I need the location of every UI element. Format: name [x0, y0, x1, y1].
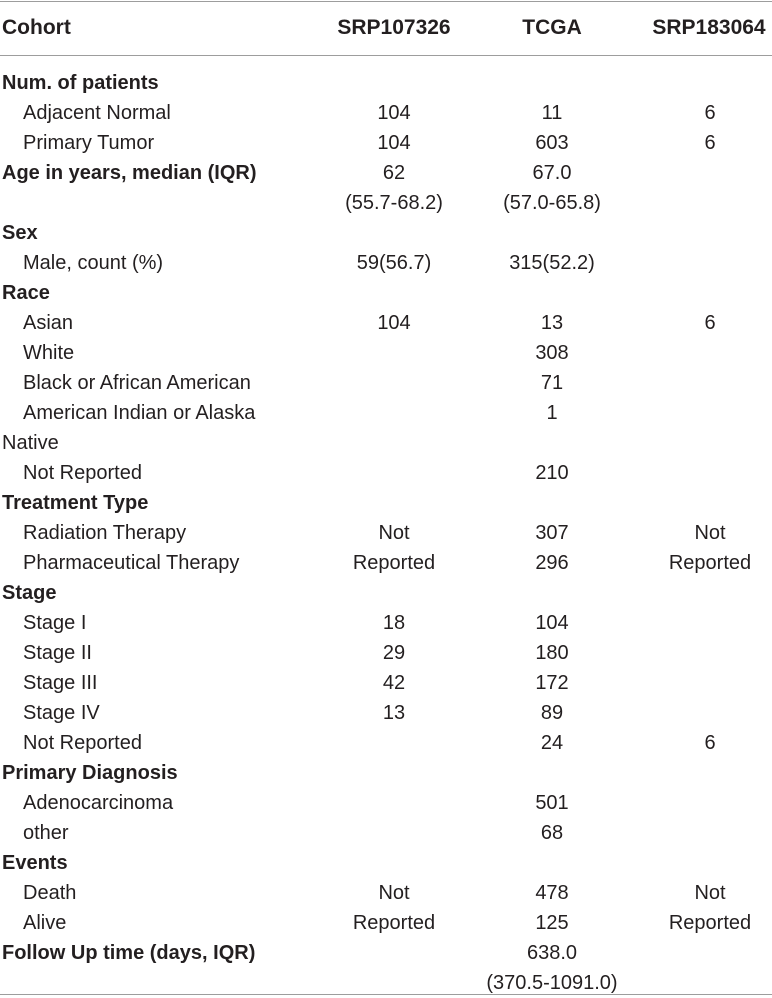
srp183064-cell: Reported	[668, 552, 752, 574]
row-label: Stage I	[23, 612, 87, 634]
row-label: Not Reported	[23, 462, 142, 484]
table-header	[0, 0, 772, 56]
table-row	[0, 188, 772, 218]
tcga-cell: 71	[540, 372, 564, 394]
row-label: Alive	[23, 912, 67, 934]
table-row	[0, 548, 772, 578]
tcga-cell: 296	[535, 552, 569, 574]
tcga-cell: 104	[535, 612, 569, 634]
section-row	[0, 848, 772, 878]
section-label: Stage	[2, 582, 57, 604]
table-row	[0, 338, 772, 368]
srp183064-cell: 6	[704, 102, 716, 124]
table-row	[0, 398, 772, 428]
table-row	[0, 458, 772, 488]
table-row	[0, 368, 772, 398]
table-row	[0, 788, 772, 818]
row-label: Radiation Therapy	[23, 522, 187, 544]
table-row	[0, 908, 772, 938]
table-row	[0, 518, 772, 548]
table-row	[0, 818, 772, 848]
tcga-cell: 67.0	[532, 162, 572, 184]
srp107326-cell: 62	[382, 162, 406, 184]
table-row	[0, 428, 772, 458]
tcga-cell: 478	[535, 882, 569, 904]
table-row	[0, 698, 772, 728]
tcga-cell: 68	[540, 822, 564, 844]
srp107326-cell: 13	[382, 702, 406, 724]
tcga-cell: 125	[535, 912, 569, 934]
srp107326-cell: 29	[382, 642, 406, 664]
tcga-cell: 180	[535, 642, 569, 664]
table-body	[0, 68, 772, 998]
section-row	[0, 218, 772, 248]
srp107326-cell: 104	[377, 132, 411, 154]
tcga-cell: 1	[546, 402, 558, 424]
tcga-cell: 172	[535, 672, 569, 694]
srp107326-cell: Reported	[352, 912, 436, 934]
row-label: Adjacent Normal	[23, 102, 171, 124]
srp183064-cell: 6	[704, 312, 716, 334]
tcga-cell: 89	[540, 702, 564, 724]
srp183064-cell: 6	[704, 132, 716, 154]
row-label: Native	[2, 432, 59, 454]
tcga-cell: 13	[540, 312, 564, 334]
row-label: White	[23, 342, 75, 364]
header-srp183064: SRP183064	[652, 16, 766, 39]
srp183064-cell: 6	[704, 732, 716, 754]
section-row	[0, 158, 772, 188]
section-label: Age in years, median (IQR)	[2, 162, 257, 184]
table-row	[0, 308, 772, 338]
srp107326-cell: 59(56.7)	[356, 252, 432, 274]
tcga-cell: 210	[535, 462, 569, 484]
table-row	[0, 638, 772, 668]
table-row	[0, 608, 772, 638]
section-label: Sex	[2, 222, 38, 244]
row-label: Male, count (%)	[23, 252, 164, 274]
row-label: Adenocarcinoma	[23, 792, 174, 814]
table-row	[0, 668, 772, 698]
srp107326-cell: (55.7-68.2)	[345, 192, 443, 214]
table-row	[0, 728, 772, 758]
tcga-cell: 603	[535, 132, 569, 154]
srp107326-cell: 18	[382, 612, 406, 634]
section-label: Follow Up time (days, IQR)	[2, 942, 256, 964]
section-label: Events	[2, 852, 68, 874]
header-rule	[0, 55, 772, 56]
section-row	[0, 578, 772, 608]
row-label: Stage IV	[23, 702, 100, 724]
table-row	[0, 98, 772, 128]
tcga-cell: 24	[540, 732, 564, 754]
header-srp107326: SRP107326	[337, 16, 451, 39]
row-label: Death	[23, 882, 77, 904]
srp107326-cell: 104	[377, 312, 411, 334]
table-row	[0, 128, 772, 158]
srp107326-cell: Not	[378, 882, 410, 904]
row-label: Black or African American	[23, 372, 251, 394]
srp107326-cell: 104	[377, 102, 411, 124]
row-label: Stage III	[23, 672, 98, 694]
section-row	[0, 68, 772, 98]
srp107326-cell: 42	[382, 672, 406, 694]
srp107326-cell: Not	[378, 522, 410, 544]
srp183064-cell: Reported	[668, 912, 752, 934]
header-cohort: Cohort	[2, 16, 71, 39]
row-label: Asian	[23, 312, 74, 334]
srp183064-cell: Not	[694, 522, 726, 544]
bottom-rule	[0, 994, 772, 995]
row-label: Not Reported	[23, 732, 142, 754]
header-tcga: TCGA	[522, 16, 582, 39]
section-row	[0, 488, 772, 518]
section-row	[0, 938, 772, 968]
row-label: other	[23, 822, 69, 844]
section-label: Treatment Type	[2, 492, 149, 514]
section-label: Primary Diagnosis	[2, 762, 178, 784]
tcga-cell: 501	[535, 792, 569, 814]
tcga-cell: (370.5-1091.0)	[486, 972, 618, 994]
section-label: Num. of patients	[2, 72, 159, 94]
section-row	[0, 758, 772, 788]
srp107326-cell: Reported	[352, 552, 436, 574]
section-label: Race	[2, 282, 50, 304]
row-label: Pharmaceutical Therapy	[23, 552, 240, 574]
table-row	[0, 878, 772, 908]
tcga-cell: 638.0	[526, 942, 578, 964]
section-row	[0, 278, 772, 308]
row-label: Stage II	[23, 642, 92, 664]
table-row	[0, 248, 772, 278]
row-label: American Indian or Alaska	[23, 402, 256, 424]
srp183064-cell: Not	[694, 882, 726, 904]
tcga-cell: 11	[541, 102, 563, 124]
tcga-cell: (57.0-65.8)	[503, 192, 601, 214]
tcga-cell: 308	[535, 342, 569, 364]
tcga-cell: 307	[535, 522, 569, 544]
tcga-cell: 315(52.2)	[509, 252, 595, 274]
row-label: Primary Tumor	[23, 132, 155, 154]
